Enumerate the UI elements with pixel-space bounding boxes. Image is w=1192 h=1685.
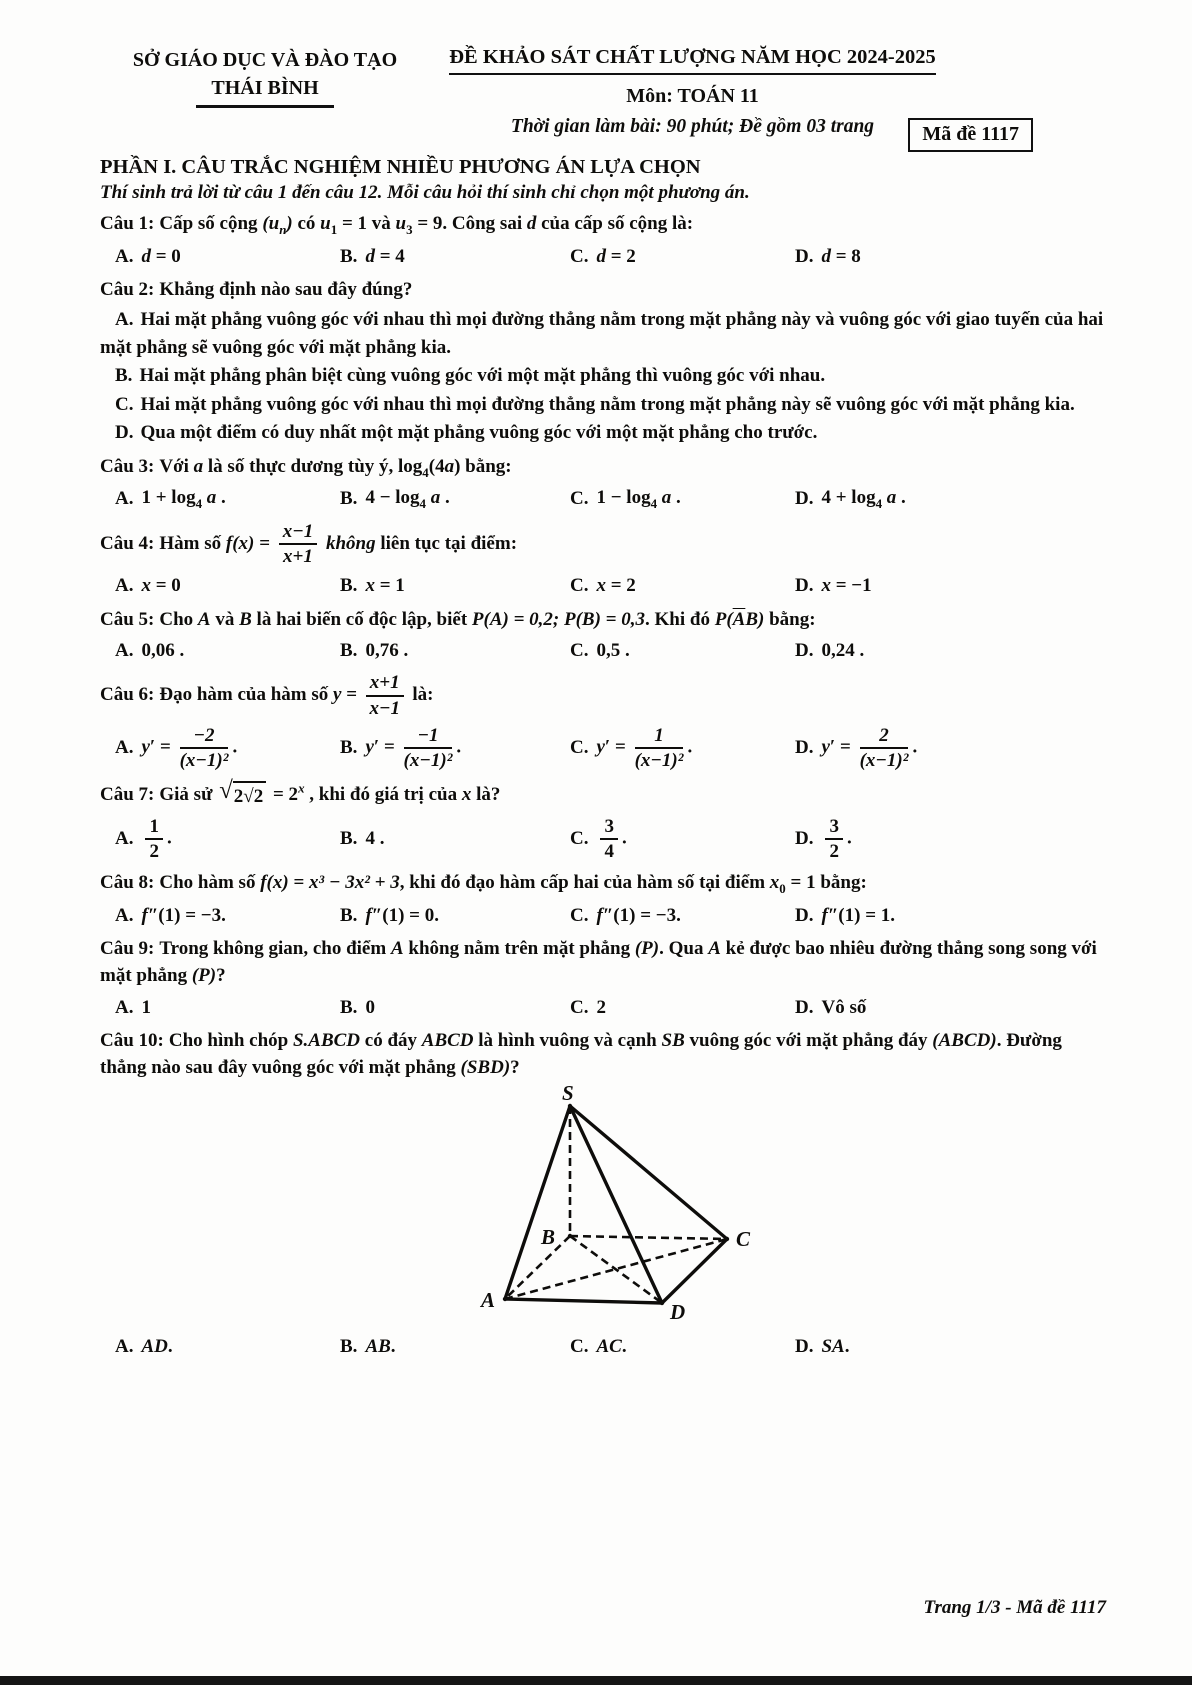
question-7-option-D: D. $\frac{3}{2}$ . (795, 815, 852, 862)
question-5 (100, 607, 1105, 665)
question-10 (100, 1028, 1105, 1360)
question-number: Câu 1: (100, 213, 155, 234)
question-3-text: Câu 3: Với a là số thực dương tùy ý, $\log_4(4a)$ bằng: (100, 455, 512, 480)
question-4-options (100, 573, 1105, 600)
question-8-option-C: C. f″(1) = −3. (570, 904, 681, 926)
question-5-option-A: A. 0,06 . (115, 639, 185, 661)
scan-edge-artifact (0, 1676, 1192, 1685)
vertex-label-a: A (481, 1288, 496, 1313)
question-2-option-C: C. Hai mặt phẳng vuông góc với nhau thì mọi đường thẳng nằm trong mặt phẳng này sẽ vuông góc với mặt phẳng kia. (115, 393, 1075, 415)
vertex-C (725, 1237, 729, 1241)
question-6-option-C: C. y′ = $\frac{1}{\text{(x−1)²}}$ . (570, 725, 693, 772)
question-8-options (100, 902, 1105, 929)
question-3-option-A: A. $1 + \log_4 a$ . (115, 487, 226, 511)
question-2-text: Câu 2: Khẳng định nào sau đây đúng? (100, 279, 413, 301)
question-1-option-C: C. d = 2 (570, 245, 636, 267)
question-9-option-D: D. Vô số (795, 996, 867, 1018)
question-1-text: Câu 1: Cấp số cộng $(u_n)$ có $u_1 = 1$ và $u_3 = 9$. Công sai d của cấp số cộng là: (100, 213, 694, 237)
question-1-option-B: B. d = 4 (340, 245, 405, 267)
edge-SC (570, 1106, 727, 1239)
question-2-option-A: A. Hai mặt phẳng vuông góc với nhau thì mọi đường thẳng nằm trong mặt phẳng này và vuông góc với giao tuyến của hai mặt phẳng sẽ vuông góc với mặt phẳng kia. (100, 309, 1104, 358)
question-2 (100, 277, 1105, 447)
question-9-option-B: B. 0 (340, 996, 375, 1018)
question-8 (100, 870, 1105, 929)
question-number: Câu 6: (100, 684, 155, 706)
part1-instruction: Thí sinh trả lời từ câu 1 đến câu 12. Mỗi câu hỏi thí sinh chỉ chọn một phương án. (100, 182, 750, 203)
question-number: Câu 10: (100, 1030, 164, 1052)
exam-header (100, 46, 1105, 145)
question-2-options (100, 306, 1105, 447)
subject-line: Môn: TOÁN 11 (626, 85, 759, 107)
issuing-authority (100, 46, 430, 138)
header-underline (196, 105, 334, 108)
question-10-option-C: C. AC. (570, 1335, 627, 1357)
question-number: Câu 7: (100, 783, 155, 805)
question-5-text: Câu 5: Cho A và B là hai biến cố độc lập, biết P(A) = 0,2; P(B) = 0,3. Khi đó $P(\overline{A}B)$ bằng: (100, 608, 816, 630)
question-7 (100, 776, 1105, 863)
question-7-option-C: C. $\frac{3}{4}$ . (570, 815, 627, 862)
question-2-option-D: D. Qua một điểm có duy nhất một mặt phẳng vuông góc với một mặt phẳng cho trước. (115, 422, 818, 444)
question-4-option-B: B. x = 1 (340, 575, 405, 597)
part1-heading: PHẦN I. CÂU TRẮC NGHIỆM NHIỀU PHƯƠNG ÁN LỰA CHỌN (100, 156, 701, 178)
question-9-options (100, 994, 1105, 1021)
question-8-option-D: D. f″(1) = 1. (795, 904, 896, 926)
question-1-options (100, 243, 1105, 270)
edge-SA (505, 1106, 570, 1299)
edge-BC (570, 1236, 727, 1239)
vertex-D (660, 1301, 664, 1305)
question-8-option-A: A. f″(1) = −3. (115, 904, 226, 926)
department-name: SỞ GIÁO DỤC VÀ ĐÀO TẠO (132, 49, 398, 71)
time-line: Thời gian làm bài: 90 phút; Đề gồm 03 trang (510, 116, 875, 137)
question-number: Câu 2: (100, 279, 155, 301)
question-6-option-D: D. y′ = $\frac{2}{\text{(x−1)²}}$ . (795, 725, 918, 772)
question-3 (100, 454, 1105, 513)
question-10-option-A: A. AD. (115, 1335, 173, 1357)
question-2-option-B: B. Hai mặt phẳng phân biệt cùng vuông góc với một mặt phẳng thì vuông góc với nhau. (115, 365, 826, 387)
question-5-option-C: C. 0,5 . (570, 639, 630, 661)
question-6 (100, 671, 1105, 772)
question-9-text: Câu 9: Trong không gian, cho điểm A không nằm trên mặt phẳng (P). Qua A kẻ được bao nhiêu đường thẳng song song với mặt phẳng (P)? (100, 938, 1097, 987)
question-6-options (100, 724, 1105, 773)
question-1-option-A: A. d = 0 (115, 245, 181, 267)
question-9 (100, 936, 1105, 1021)
question-4-text: Câu 4: Hàm số f(x) = $\frac{x-1}{x+1}$ không liên tục tại điểm: (100, 520, 518, 568)
question-6-option-A: A. y′ = $\frac{-2}{\text{(x−1)²}}$ . (115, 725, 238, 772)
question-10-option-B: B. AB. (340, 1335, 396, 1357)
question-8-text: Câu 8: Cho hàm số f(x) = x³ − 3x² + 3, khi đó đạo hàm cấp hai của hàm số tại điểm $x_0 = 1$ bằng: (100, 872, 867, 896)
vertex-A (503, 1297, 507, 1301)
question-7-text: Câu 7: Giả sử √ 2√2 = $2^x$ , khi đó giá trị của x là? (100, 780, 1105, 811)
question-number: Câu 9: (100, 938, 155, 960)
question-number: Câu 8: (100, 872, 155, 894)
vertex-B (568, 1234, 572, 1238)
question-3-option-C: C. $1 - \log_4 a$ . (570, 487, 681, 511)
vertex-label-s: S (562, 1086, 574, 1106)
question-4-option-A: A. x = 0 (115, 575, 181, 597)
vertex-label-d: D (670, 1300, 686, 1325)
exam-code-box: Mã đề 1117 (908, 118, 1033, 152)
question-5-option-D: D. 0,24 . (795, 639, 865, 661)
exam-title: ĐỀ KHẢO SÁT CHẤT LƯỢNG NĂM HỌC 2024-2025 (449, 46, 936, 75)
question-9-option-C: C. 2 (570, 996, 606, 1018)
question-7-options (100, 815, 1105, 864)
question-1 (100, 211, 1105, 270)
question-7-option-A: A. $\frac{1}{2}$ . (115, 815, 172, 862)
page-footer: Trang 1/3 - Mã đề 1117 (923, 1597, 1106, 1618)
question-9-option-A: A. 1 (115, 996, 151, 1018)
question-3-option-B: B. $4 - \log_4 a$ . (340, 487, 450, 511)
pyramid-figure (445, 1086, 765, 1329)
vertex-label-c: C (736, 1227, 751, 1252)
question-1-option-D: D. d = 8 (795, 245, 861, 267)
question-number: Câu 3: (100, 455, 155, 477)
question-3-option-D: D. $4 + \log_4 a$ . (795, 487, 906, 511)
question-4 (100, 520, 1105, 600)
edge-SD (570, 1106, 662, 1303)
question-10-text: Câu 10: Cho hình chóp S.ABCD có đáy ABCD là hình vuông và cạnh SB vuông góc với mặt phẳng đáy (ABCD). Đường thẳng nào sau đây vuông góc với mặt phẳng (SBD)? (100, 1030, 1062, 1079)
pyramid-svg (445, 1086, 765, 1324)
question-6-text: Câu 6: Đạo hàm của hàm số y = $\frac{x+1}{x-1}$ là: (100, 672, 434, 719)
question-5-options (100, 637, 1105, 664)
question-number: Câu 4: (100, 532, 155, 554)
question-10-option-D: D. SA. (795, 1335, 850, 1357)
question-4-option-C: C. x = 2 (570, 575, 636, 597)
question-7-option-B: B. 4 . (340, 827, 385, 849)
question-8-option-B: B. f″(1) = 0. (340, 904, 439, 926)
question-3-options (100, 486, 1105, 513)
question-number: Câu 5: (100, 608, 155, 630)
question-5-option-B: B. 0,76 . (340, 639, 409, 661)
question-4-option-D: D. x = −1 (795, 575, 872, 597)
province-name: THÁI BÌNH (211, 77, 319, 99)
edge-AD (505, 1299, 662, 1303)
question-6-option-B: B. y′ = $\frac{-1}{\text{(x−1)²}}$ . (340, 725, 462, 772)
vertex-label-b: B (541, 1225, 556, 1250)
question-10-options (100, 1333, 1105, 1360)
page-content (100, 46, 1105, 1367)
